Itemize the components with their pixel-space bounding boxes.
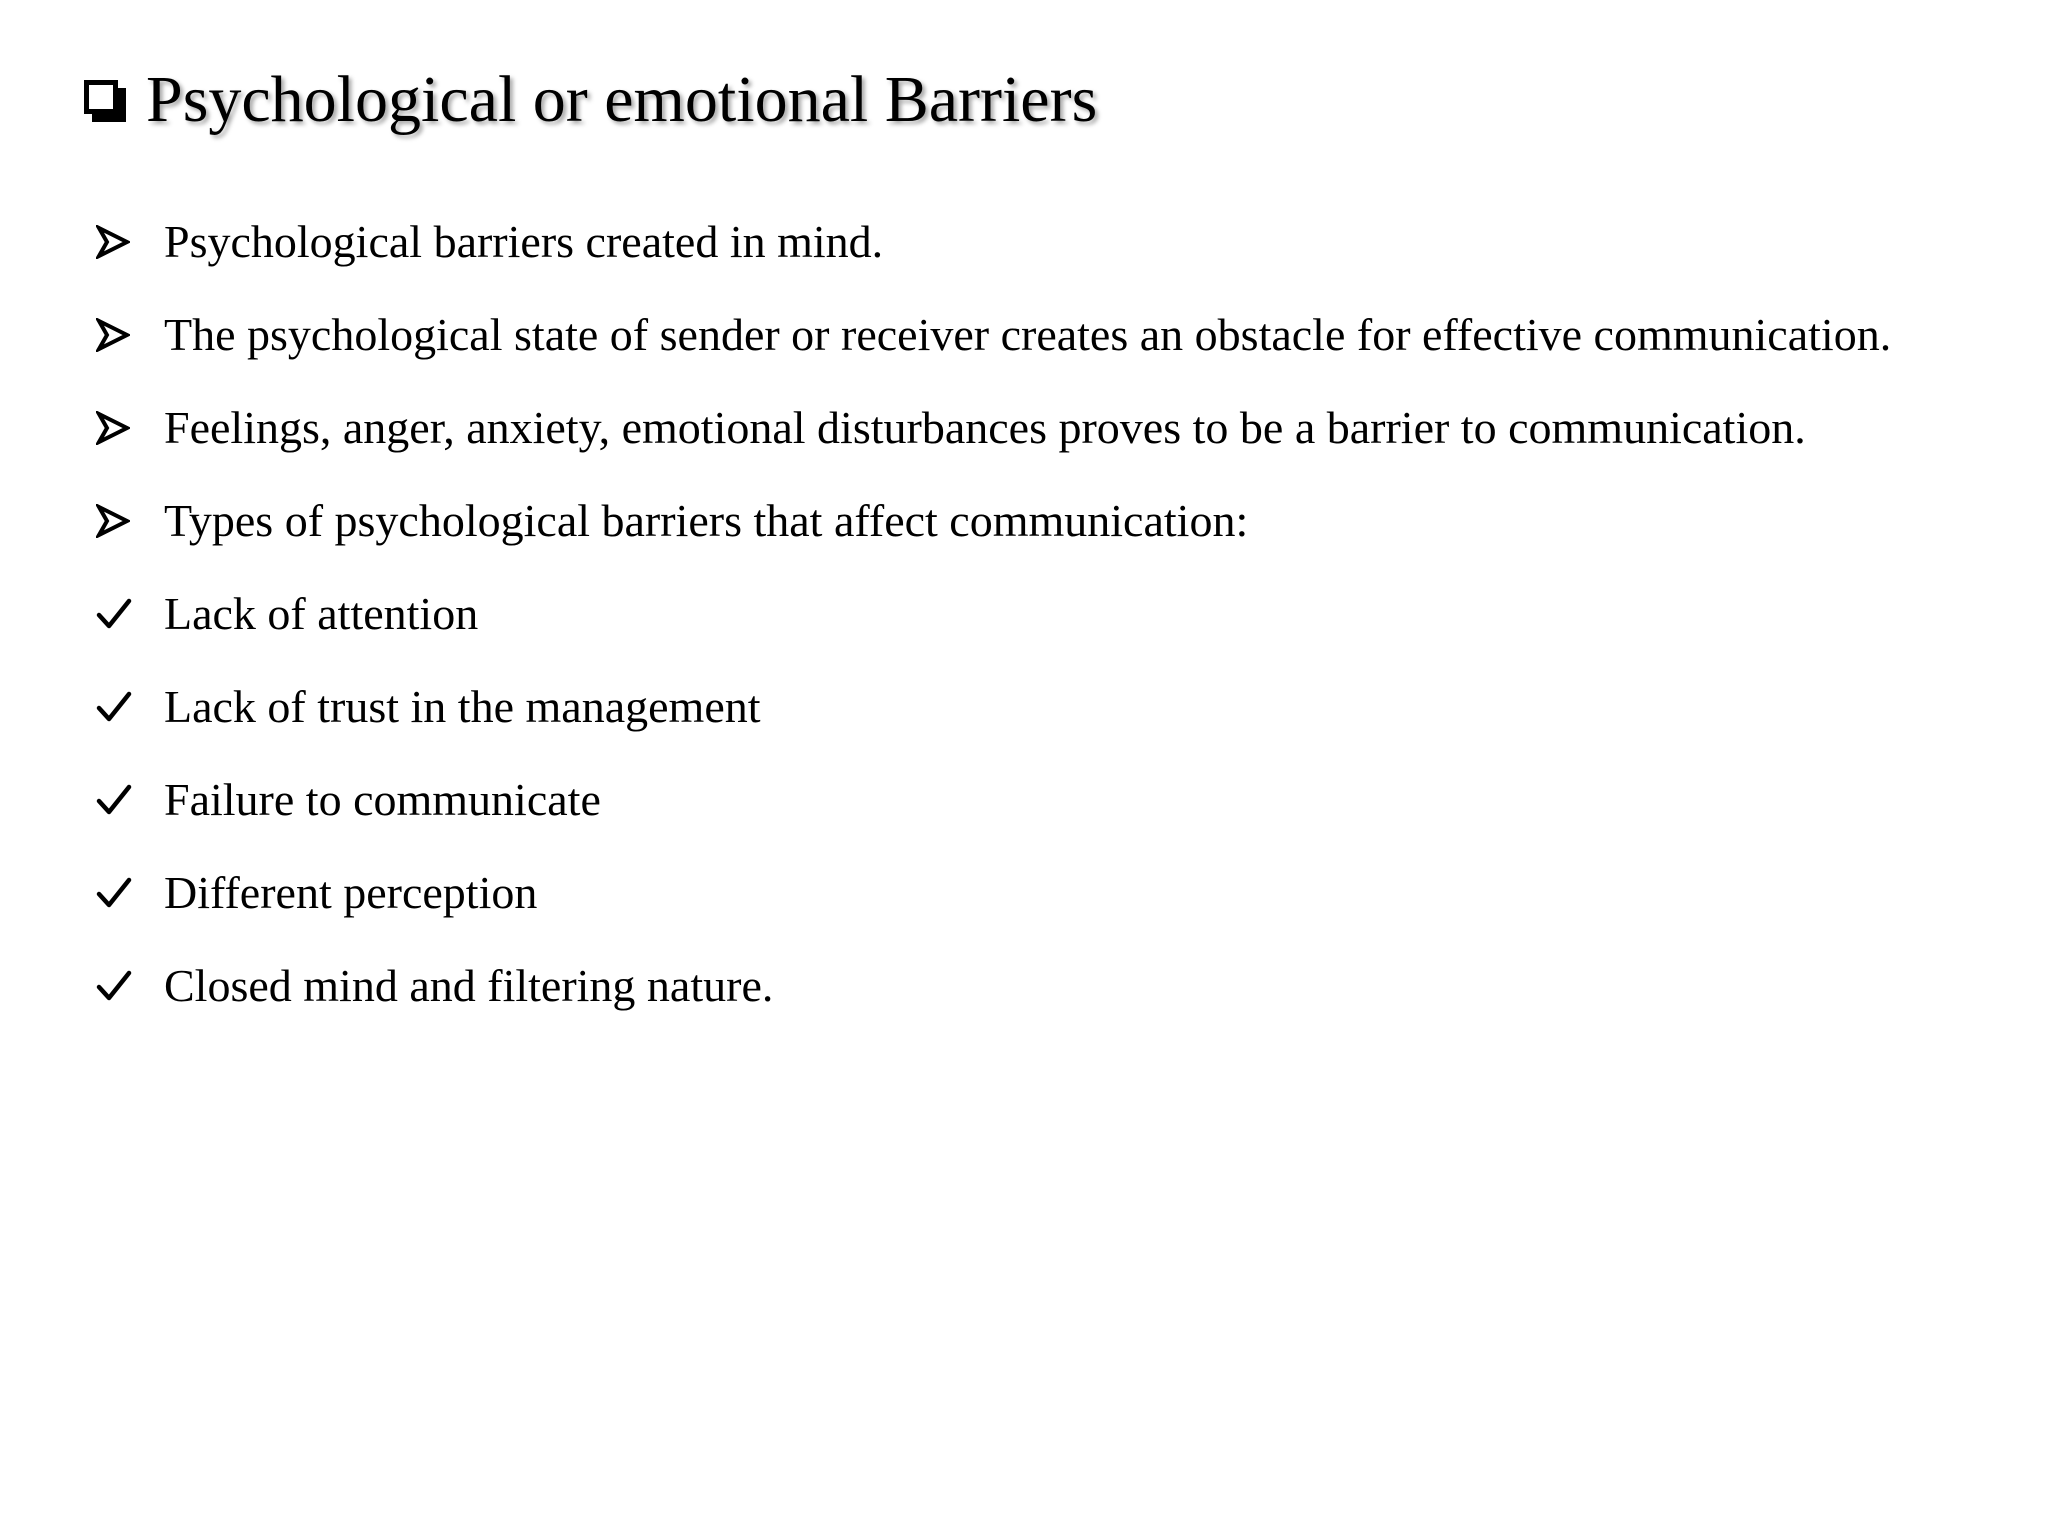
list-item xyxy=(96,846,1976,939)
checkmark-icon xyxy=(96,753,164,846)
list-item-text: Different perception xyxy=(164,867,538,918)
arrow-bullet-icon xyxy=(96,195,164,288)
list-item-text: Failure to communicate xyxy=(164,774,601,825)
list-item-text: Lack of attention xyxy=(164,588,479,639)
list-item xyxy=(96,288,1976,381)
checkmark-icon xyxy=(96,567,164,660)
list-item-text: Types of psychological barriers that affect communication: xyxy=(164,495,1249,546)
bullet-list xyxy=(96,195,1976,1032)
list-item xyxy=(96,567,1976,660)
arrow-bullet-icon xyxy=(96,381,164,474)
list-item xyxy=(96,753,1976,846)
page-title: Psychological or emotional Barriers xyxy=(146,63,1098,136)
checkmark-icon xyxy=(96,846,164,939)
square-box-icon xyxy=(84,80,124,120)
list-item xyxy=(96,939,1976,1032)
list-item-text: Psychological barriers created in mind. xyxy=(164,216,884,267)
checkmark-icon xyxy=(96,939,164,1032)
list-item xyxy=(96,381,1976,474)
list-item-text: Feelings, anger, anxiety, emotional disturbances proves to be a barrier to communication. xyxy=(164,402,1806,453)
title-row xyxy=(84,52,1097,148)
list-item-text: Lack of trust in the management xyxy=(164,681,761,732)
list-item-text: The psychological state of sender or receiver creates an obstacle for effective communication. xyxy=(164,309,1892,360)
arrow-bullet-icon xyxy=(96,288,164,381)
list-item xyxy=(96,474,1976,567)
checkmark-icon xyxy=(96,660,164,753)
arrow-bullet-icon xyxy=(96,474,164,567)
list-item-text: Closed mind and filtering nature. xyxy=(164,960,774,1011)
list-item xyxy=(96,660,1976,753)
list-item xyxy=(96,195,1976,288)
